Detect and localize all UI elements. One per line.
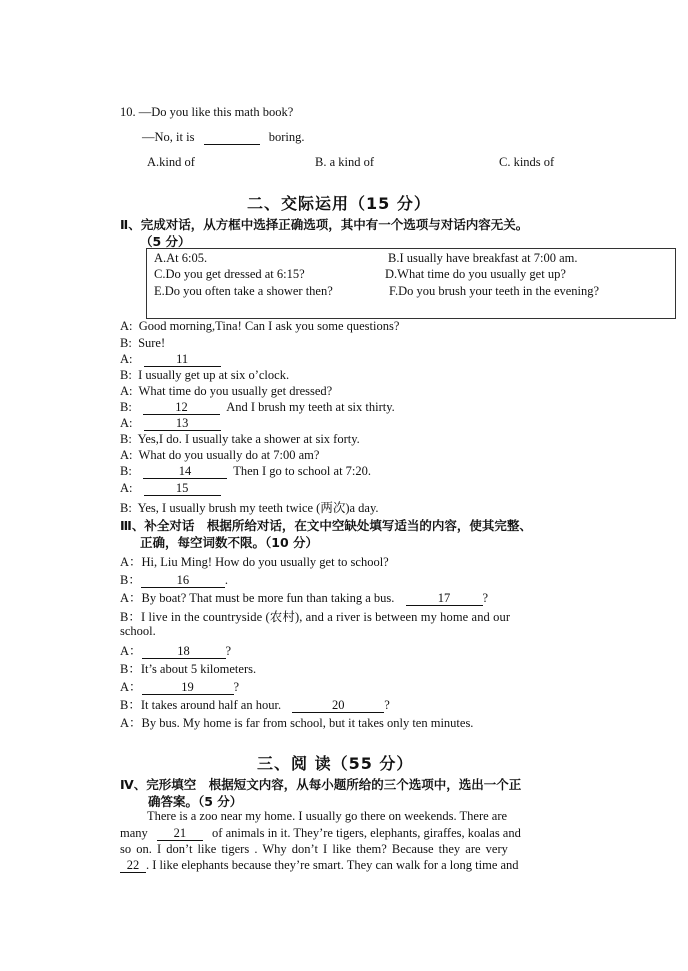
blank-12: 12	[143, 401, 220, 415]
dialog2-line4: B：I live in the countryside (农村), and a river is between my home and our	[120, 610, 511, 624]
dialog1-line	[120, 400, 395, 415]
speaker: B：	[120, 573, 141, 587]
part2-score: （5 分）	[140, 234, 191, 249]
q10-option-c: C. kinds of	[499, 155, 555, 169]
blank-11: 11	[144, 353, 221, 367]
dialog-text: Then I go to school at 7:20.	[233, 464, 372, 478]
dialog2-line3	[120, 588, 488, 606]
speaker: B:	[120, 400, 132, 414]
speaker: A:	[120, 416, 133, 430]
dialog2-line5	[120, 641, 231, 659]
dialog1-line	[120, 319, 399, 334]
q10-line2-end: boring.	[268, 130, 305, 144]
dialog1-line	[120, 352, 221, 367]
part4-title: Ⅳ、完形填空 根据短文内容，从每小题所给的三个选项中，选出一个正	[120, 777, 522, 792]
dialog1-line	[120, 384, 332, 399]
blank-18: 18	[142, 645, 226, 659]
speaker: A：	[120, 644, 142, 658]
dialog1-line	[120, 448, 319, 463]
part3-title-2: 正确，每空词数不限。（10 分）	[140, 535, 318, 550]
blank-14: 14	[143, 465, 227, 479]
dialog-text: What do you usually do at 7:00 am?	[138, 448, 320, 462]
para-text: many	[120, 826, 148, 840]
q10-question: —Do you like this math book?	[138, 105, 294, 119]
section2-title: 二、交际运用（15 分）	[247, 194, 431, 213]
dialog1-line	[120, 336, 165, 351]
option-d: D.What time do you usually get up?	[385, 267, 566, 281]
dialog-text: What time do you usually get dressed?	[138, 384, 333, 398]
part3-title: Ⅲ、补全对话 根据所给对话，在文中空缺处填写适当的内容，使其完整、	[120, 518, 532, 533]
speaker: B:	[120, 368, 132, 382]
blank-21: 21	[157, 827, 203, 841]
para-line2	[120, 826, 521, 841]
speaker: A:	[120, 319, 133, 333]
option-c: C.Do you get dressed at 6:15?	[154, 267, 305, 281]
para-line3: so on. I don’t like tigers . Why don’t I like them? Because they are very	[120, 842, 508, 856]
dialog-text: Sure!	[138, 336, 166, 350]
dialog-text: Yes, I usually brush my teeth twice (两次)a day.	[137, 501, 379, 515]
speaker: B:	[120, 501, 132, 515]
speaker: A:	[120, 352, 133, 366]
speaker: A:	[120, 481, 133, 495]
punctuation: ?	[225, 644, 232, 658]
para-line4	[120, 858, 519, 873]
options-box	[146, 248, 676, 319]
q10-line1	[120, 105, 293, 120]
part4-title-2: 确答案。（5 分）	[148, 794, 243, 809]
part2-title: Ⅱ、完成对话，从方框中选择正确选项，其中有一个选项与对话内容无关。	[120, 217, 529, 232]
speaker: B:	[120, 336, 132, 350]
dialog-text: I usually get up at six o’clock.	[138, 368, 290, 382]
q10-line2	[142, 130, 304, 145]
dialog-text: Good morning,Tina! Can I ask you some questions?	[138, 319, 400, 333]
dialog2-line6: B：It’s about 5 kilometers.	[120, 662, 257, 676]
para-line1: There is a zoo near my home. I usually go there on weekends. There are	[147, 809, 508, 823]
dialog2-line4b: school.	[120, 624, 156, 638]
speaker: B:	[120, 432, 132, 446]
dialog2-line9: A：By bus. My home is far from school, but it takes only ten minutes.	[120, 716, 474, 730]
q10-option-b: B. a kind of	[315, 155, 375, 169]
speaker: A：	[120, 680, 142, 694]
blank-13: 13	[144, 417, 221, 431]
dialog-text: A：By boat? That must be more fun than taking a bus.	[120, 591, 395, 605]
option-e: E.Do you often take a shower then?	[154, 284, 333, 298]
dialog-text: B：It takes around half an hour.	[120, 698, 282, 712]
blank-19: 19	[142, 681, 234, 695]
option-f: F.Do you brush your teeth in the evening?	[389, 284, 600, 298]
section3-title: 三、阅 读（55 分）	[257, 754, 414, 773]
blank-16: 16	[141, 574, 225, 588]
dialog1-line	[120, 416, 221, 431]
dialog2-line1: A：Hi, Liu Ming! How do you usually get to school?	[120, 555, 389, 569]
option-b: B.I usually have breakfast at 7:00 am.	[388, 251, 578, 265]
punctuation: ?	[233, 680, 240, 694]
speaker: B:	[120, 464, 132, 478]
speaker: A:	[120, 384, 133, 398]
dialog2-line8	[120, 695, 390, 713]
dialog1-line	[120, 498, 379, 516]
q10-number: 10.	[120, 105, 136, 119]
blank-17: 17	[406, 592, 483, 606]
para-text: . I like elephants because they’re smart. They can walk for a long time and	[146, 858, 519, 872]
dialog-text: Yes,I do. I usually take a shower at six forty.	[137, 432, 360, 446]
dialog1-line	[120, 368, 289, 383]
punctuation: ?	[384, 698, 390, 712]
blank-15: 15	[144, 482, 221, 496]
dialog1-line	[120, 432, 360, 447]
q10-option-a: A.kind of	[147, 155, 195, 169]
para-text: of animals in it. They’re tigers, elephants, giraffes, koalas and	[212, 826, 521, 840]
blank-22: 22	[120, 859, 146, 873]
dialog1-line	[120, 464, 371, 479]
q10-line2-text: —No, it is	[142, 130, 195, 144]
q10-blank	[204, 131, 260, 145]
punctuation: ?	[482, 591, 489, 605]
speaker: A:	[120, 448, 133, 462]
dialog2-line7	[120, 677, 239, 695]
blank-20: 20	[292, 699, 384, 713]
dialog1-line	[120, 481, 221, 496]
punctuation: .	[224, 573, 228, 587]
dialog-text: And I brush my teeth at six thirty.	[226, 400, 395, 414]
dialog2-line2	[120, 570, 228, 588]
option-a: A.At 6:05.	[154, 251, 208, 265]
